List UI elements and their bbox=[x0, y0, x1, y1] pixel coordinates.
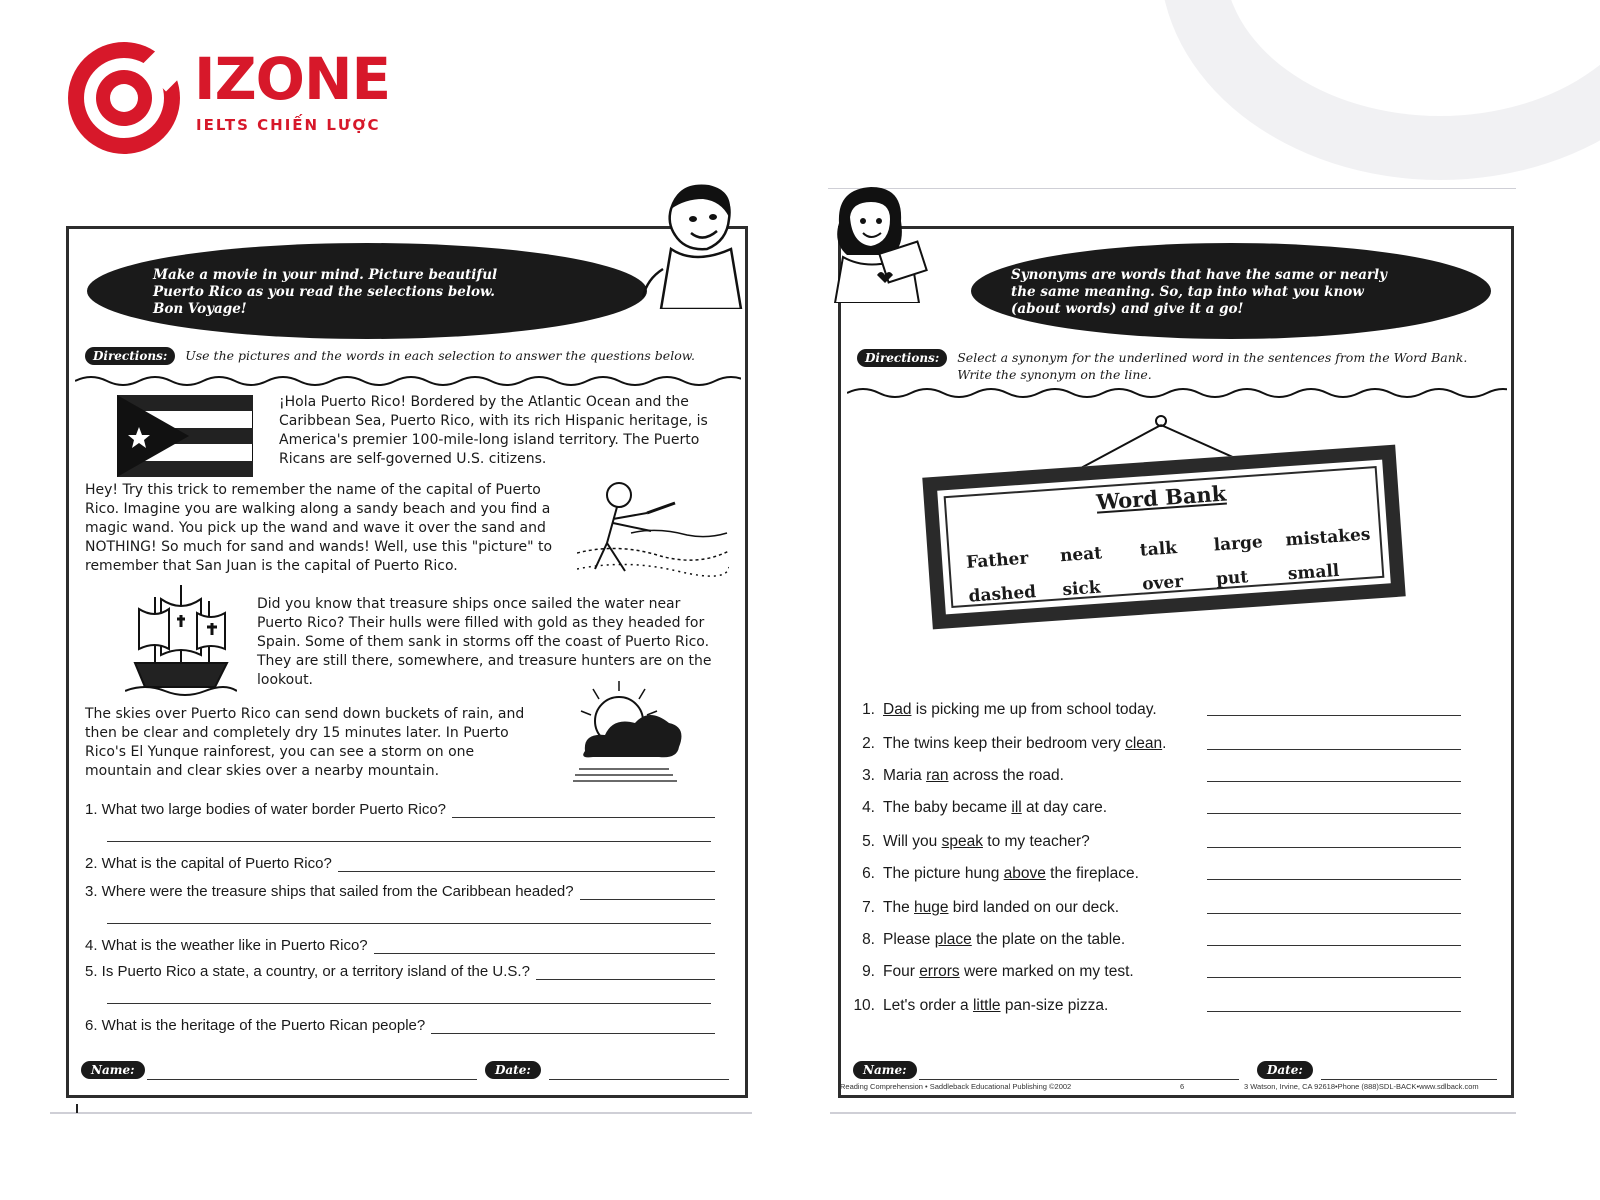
underlined-word: huge bbox=[914, 899, 949, 916]
bottom-divider bbox=[830, 1112, 1516, 1114]
sentence-number: 4. bbox=[862, 799, 875, 816]
paragraph-weather: The skies over Puerto Rico can send down buckets of rain, and then be clear and completely dry 15 minutes later. In Puerto Rico's El Yunque rainforest, you can see a storm on one mountain and clear skies over a nearby mountain. bbox=[85, 706, 525, 779]
answer-line[interactable] bbox=[452, 804, 715, 818]
decorative-arc bbox=[1160, 0, 1600, 180]
answer-line[interactable] bbox=[1207, 781, 1461, 782]
bubble-line: Puerto Rico as you read the selections below. bbox=[153, 284, 495, 300]
question-6 bbox=[85, 1017, 715, 1034]
word-bank-word: sick bbox=[1061, 577, 1102, 601]
sentence-number: 9. bbox=[862, 963, 875, 980]
name-field[interactable] bbox=[919, 1079, 1239, 1080]
paragraph-treasure-ships: Did you know that treasure ships once sailed the water near Puerto Rico? Their hulls were filled with gold as they headed for Spain. Some of them sank in storms off the coast of Puerto Rico. They are still there, somewhere, and treasure hunters are on the lookout. bbox=[257, 596, 712, 688]
logo-tagline: IELTS CHIẾN LƯỢC bbox=[196, 116, 381, 134]
word-bank-word: mistakes bbox=[1284, 524, 1372, 551]
directions-line: Select a synonym for the underlined word in the sentences from the Word Bank. bbox=[957, 350, 1468, 365]
worksheet-synonyms bbox=[838, 226, 1514, 1098]
logo-wordmark: IZONE bbox=[194, 45, 391, 113]
question-text: 4. What is the weather like in Puerto Rico? bbox=[85, 937, 368, 954]
sentence-row bbox=[841, 833, 1517, 859]
answer-line[interactable] bbox=[431, 1020, 715, 1034]
footer-address: 3 Watson, Irvine, CA 92618•Phone (888)SDL-BACK•www.sdlback.com bbox=[1244, 1082, 1479, 1091]
answer-line[interactable] bbox=[107, 923, 711, 924]
answer-line[interactable] bbox=[1207, 1011, 1461, 1012]
answer-line[interactable] bbox=[536, 966, 715, 980]
sentence-number: 2. bbox=[862, 735, 875, 752]
underlined-word: Dad bbox=[883, 701, 912, 718]
sentence-text: Four errors were marked on my test. bbox=[883, 963, 1134, 980]
bubble-line: the same meaning. So, tap into what you know bbox=[1011, 284, 1364, 300]
wavy-divider bbox=[75, 371, 741, 389]
directions-row bbox=[857, 349, 1507, 383]
answer-line[interactable] bbox=[1207, 879, 1461, 880]
date-field[interactable] bbox=[549, 1079, 729, 1080]
sentence-number: 10. bbox=[853, 997, 875, 1014]
sentence-text: The picture hung above the fireplace. bbox=[883, 865, 1139, 882]
answer-line[interactable] bbox=[107, 841, 711, 842]
puerto-rico-flag-icon bbox=[117, 395, 253, 477]
sentence-text: Dad is picking me up from school today. bbox=[883, 701, 1157, 718]
underlined-word: ill bbox=[1011, 799, 1022, 816]
sentence-number: 8. bbox=[862, 931, 875, 948]
word-bank-word: over bbox=[1141, 571, 1184, 595]
word-bank-word: large bbox=[1213, 532, 1264, 556]
footer-publisher: Reading Comprehension • Saddleback Educational Publishing ©2002 bbox=[840, 1082, 1072, 1091]
underlined-word: clean bbox=[1125, 735, 1163, 752]
directions-label: Directions: bbox=[85, 347, 175, 365]
word-bank-word: talk bbox=[1139, 538, 1178, 561]
word-bank-word: small bbox=[1287, 560, 1340, 585]
answer-line[interactable] bbox=[1207, 977, 1461, 978]
sentence-row bbox=[841, 701, 1517, 727]
sentence-row bbox=[841, 931, 1517, 957]
question-text: 5. Is Puerto Rico a state, a country, or a territory island of the U.S.? bbox=[85, 963, 530, 980]
question-3 bbox=[85, 883, 715, 900]
name-field[interactable] bbox=[147, 1079, 477, 1080]
intro-speech-bubble bbox=[971, 243, 1491, 339]
underlined-word: ran bbox=[926, 767, 949, 784]
sentence-text: Please place the plate on the table. bbox=[883, 931, 1126, 948]
question-text: 3. Where were the treasure ships that sailed from the Caribbean headed? bbox=[85, 883, 574, 900]
underlined-word: errors bbox=[919, 963, 960, 980]
bubble-line: Synonyms are words that have the same or nearly bbox=[1011, 267, 1388, 283]
sentence-number: 1. bbox=[862, 701, 875, 718]
question-text: 2. What is the capital of Puerto Rico? bbox=[85, 855, 332, 872]
sentence-row bbox=[841, 735, 1517, 761]
name-label: Name: bbox=[81, 1061, 145, 1079]
sentence-row bbox=[841, 963, 1517, 989]
sentence-number: 7. bbox=[862, 899, 875, 916]
directions-line: Write the synonym on the line. bbox=[957, 367, 1152, 382]
name-date-row bbox=[853, 1061, 1507, 1083]
paragraph-hola: ¡Hola Puerto Rico! Bordered by the Atlantic Ocean and the Caribbean Sea, Puerto Rico, with its rich Hispanic heritage, is America's premier 100-mile-long island territory. The Puerto Ricans are self-governed U.S. citizens. bbox=[279, 394, 708, 467]
answer-line[interactable] bbox=[1207, 945, 1461, 946]
date-label: Date: bbox=[1257, 1061, 1313, 1079]
date-label: Date: bbox=[485, 1061, 541, 1079]
question-2 bbox=[85, 855, 715, 872]
underlined-word: above bbox=[1003, 865, 1046, 882]
sentence-text: The baby became ill at day care. bbox=[883, 799, 1108, 816]
underlined-word: speak bbox=[941, 833, 983, 850]
bottom-divider bbox=[50, 1112, 752, 1114]
word-bank-word: Father bbox=[965, 548, 1030, 573]
answer-line[interactable] bbox=[1207, 715, 1461, 716]
answer-line[interactable] bbox=[338, 858, 715, 872]
word-bank-word: dashed bbox=[967, 582, 1037, 607]
wavy-divider bbox=[847, 383, 1507, 401]
sentence-number: 5. bbox=[862, 833, 875, 850]
page-tick bbox=[76, 1104, 78, 1113]
bubble-line: Bon Voyage! bbox=[153, 301, 247, 317]
sentence-text: Will you speak to my teacher? bbox=[883, 833, 1090, 850]
question-text: 6. What is the heritage of the Puerto Rican people? bbox=[85, 1017, 426, 1034]
sentence-text: Maria ran across the road. bbox=[883, 767, 1064, 784]
target-logo-icon bbox=[68, 42, 180, 154]
answer-line[interactable] bbox=[1207, 913, 1461, 914]
answer-line[interactable] bbox=[1207, 749, 1461, 750]
answer-line[interactable] bbox=[374, 940, 715, 954]
answer-line[interactable] bbox=[580, 886, 715, 900]
sentence-text: The huge bird landed on our deck. bbox=[883, 899, 1120, 916]
underlined-word: little bbox=[972, 997, 1001, 1014]
word-bank-word: neat bbox=[1059, 543, 1103, 567]
answer-line[interactable] bbox=[107, 1003, 711, 1004]
question-5 bbox=[85, 963, 715, 980]
paragraph-capital: Hey! Try this trick to remember the name of the capital of Puerto Rico. Imagine you are walking along a sandy beach and you find a magic wand. You pick up the wand and wave it over the sand and NOTHING! So much for sand and wands! Well, use this "picture" to remember that San Juan is the capital of Puerto Rico. bbox=[85, 482, 553, 574]
intro-speech-bubble bbox=[87, 243, 647, 339]
sentence-row bbox=[841, 799, 1517, 825]
sentence-text: The twins keep their bedroom very clean. bbox=[883, 735, 1167, 752]
name-label: Name: bbox=[853, 1061, 917, 1079]
izone-logo[interactable] bbox=[68, 42, 391, 154]
footer-page-number: 6 bbox=[1180, 1082, 1185, 1091]
word-bank-frame bbox=[922, 445, 1405, 630]
sentence-text: Let's order a little pan-size pizza. bbox=[883, 997, 1109, 1014]
sentence-row bbox=[841, 767, 1517, 793]
question-text: 1. What two large bodies of water border Puerto Rico? bbox=[85, 801, 447, 818]
directions-row bbox=[85, 347, 735, 365]
question-4 bbox=[85, 937, 715, 954]
underlined-word: place bbox=[934, 931, 972, 948]
date-field[interactable] bbox=[1321, 1079, 1497, 1080]
cartoon-man-icon bbox=[641, 179, 751, 309]
sentence-row bbox=[841, 997, 1517, 1023]
treasure-ship-icon bbox=[125, 579, 237, 697]
directions-text: Use the pictures and the words in each selection to answer the questions below. bbox=[185, 348, 695, 363]
bubble-line: (about words) and give it a go! bbox=[1011, 301, 1244, 317]
sentence-row bbox=[841, 865, 1517, 891]
answer-line[interactable] bbox=[1207, 847, 1461, 848]
word-bank-title: Word Bank bbox=[1095, 480, 1228, 515]
bubble-line: Make a movie in your mind. Picture beautiful bbox=[153, 267, 498, 283]
word-bank-word: put bbox=[1215, 567, 1249, 590]
worksheet-puerto-rico bbox=[66, 226, 748, 1098]
cartoon-girl-icon bbox=[821, 183, 941, 303]
question-1 bbox=[85, 801, 715, 818]
sentence-row bbox=[841, 899, 1517, 925]
directions-label: Directions: bbox=[857, 349, 947, 367]
sentence-number: 3. bbox=[862, 767, 875, 784]
sun-cloud-rain-icon bbox=[569, 677, 685, 787]
beach-wand-illustration bbox=[577, 473, 729, 581]
name-date-row bbox=[81, 1061, 735, 1083]
answer-line[interactable] bbox=[1207, 813, 1461, 814]
sentence-number: 6. bbox=[862, 865, 875, 882]
